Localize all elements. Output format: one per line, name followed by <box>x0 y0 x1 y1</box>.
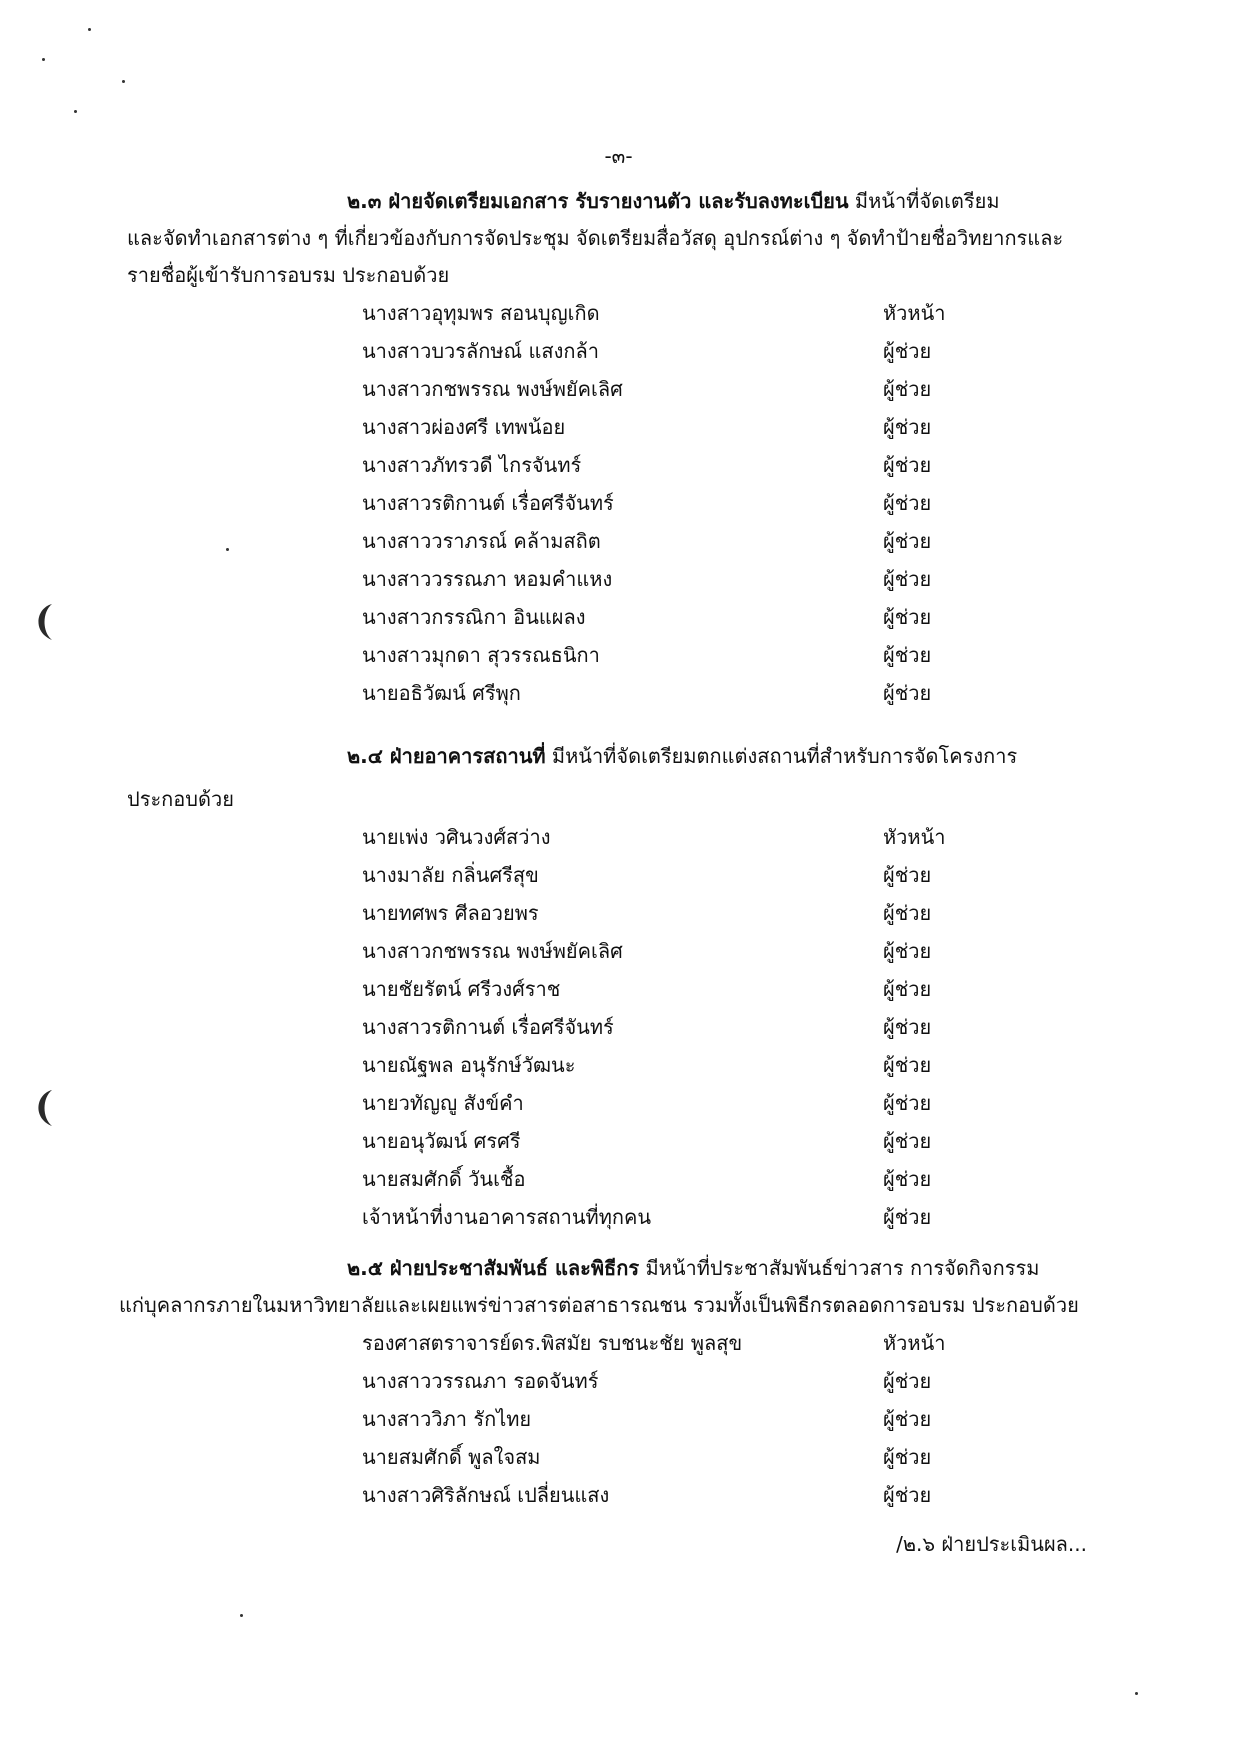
member-name: นางสาวอุทุมพร สอนบุญเกิด <box>362 301 600 325</box>
list-item <box>127 636 1112 674</box>
list-item <box>127 370 1112 408</box>
list-item <box>127 1160 1112 1198</box>
member-role: ผู้ช่วย <box>883 415 932 439</box>
member-role: หัวหน้า <box>883 1331 946 1355</box>
list-item <box>127 294 1112 332</box>
member-role: ผู้ช่วย <box>883 977 932 1001</box>
section-heading: ๒.๕ ฝ่ายประชาสัมพันธ์ และพิธีกร <box>347 1256 640 1280</box>
member-role: ผู้ช่วย <box>883 1129 932 1153</box>
section-2-4 <box>127 738 1112 1236</box>
scan-speck <box>122 80 125 83</box>
member-name: นางสาวผ่องศรี เทพน้อย <box>362 415 566 439</box>
section-text-line: รายชื่อผู้เข้ารับการอบรม ประกอบด้วย <box>127 263 450 287</box>
member-role: ผู้ช่วย <box>883 1407 932 1431</box>
member-list <box>127 294 1112 712</box>
list-item <box>127 1122 1112 1160</box>
list-item <box>127 856 1112 894</box>
member-name: นางสาวรติกานต์ เรื่อศรีจันทร์ <box>362 491 614 515</box>
member-list <box>127 1324 1112 1514</box>
section-heading-line <box>127 738 1112 775</box>
member-role: ผู้ช่วย <box>883 1053 932 1077</box>
member-name: นางสาวภัทรวดี ไกรจันทร์ <box>362 453 582 477</box>
member-name: นางสาวบวรลักษณ์ แสงกล้า <box>362 339 599 363</box>
member-role: ผู้ช่วย <box>883 1445 932 1469</box>
member-role: หัวหน้า <box>883 825 946 849</box>
scan-speck <box>88 28 91 31</box>
member-role: หัวหน้า <box>883 301 946 325</box>
member-name: นางสาวกชพรรณ พงษ์พยัคเลิศ <box>362 939 623 963</box>
binder-hole-mark <box>30 1088 58 1128</box>
list-item <box>127 1046 1112 1084</box>
member-name: นายอนุวัฒน์ ศรศรี <box>362 1129 521 1153</box>
member-name: นายชัยรัตน์ ศรีวงศ์ราช <box>362 977 561 1001</box>
member-name: นายอธิวัฒน์ ศรีพุก <box>362 681 521 705</box>
member-role: ผู้ช่วย <box>883 1167 932 1191</box>
member-name: นางสาววิภา รักไทย <box>362 1407 532 1431</box>
list-item <box>127 1400 1112 1438</box>
section-2-3 <box>127 183 1112 712</box>
section-heading: ๒.๔ ฝ่ายอาคารสถานที่ <box>347 744 546 768</box>
member-name: นางสาวกชพรรณ พงษ์พยัคเลิศ <box>362 377 623 401</box>
list-item <box>127 446 1112 484</box>
member-role: ผู้ช่วย <box>883 939 932 963</box>
section-2-5 <box>119 1250 1112 1514</box>
scan-speck <box>1135 1692 1138 1695</box>
member-list <box>127 818 1112 1236</box>
member-name: นายทศพร ศีลอวยพร <box>362 901 539 925</box>
scan-speck <box>226 548 229 551</box>
member-role: ผู้ช่วย <box>883 605 932 629</box>
member-name: นางมาลัย กลิ่นศรีสุข <box>362 863 539 887</box>
member-name: นายเพ่ง วศินวงศ์สว่าง <box>362 825 551 849</box>
section-text-line: และจัดทำเอกสารต่าง ๆ ที่เกี่ยวข้องกับการจัดประชุม จัดเตรียมสื่อวัสดุ อุปกรณ์ต่าง ๆ จัดทำป้ายชื่อวิทยากรและ <box>127 226 1064 250</box>
list-item <box>127 1362 1112 1400</box>
section-text-line: ประกอบด้วย <box>127 787 234 811</box>
member-name: นางสาวศิริลักษณ์ เปลี่ยนแสง <box>362 1483 610 1507</box>
member-role: ผู้ช่วย <box>883 901 932 925</box>
member-role: ผู้ช่วย <box>883 1015 932 1039</box>
member-name: นางสาววรรณภา หอมคำแหง <box>362 567 613 591</box>
list-item <box>127 1008 1112 1046</box>
member-name: นายสมศักดิ์ วันเชื้อ <box>362 1167 526 1191</box>
scan-speck <box>42 58 45 61</box>
page-number: -๓- <box>604 144 633 168</box>
list-item <box>127 1324 1112 1362</box>
list-item <box>127 332 1112 370</box>
member-name: นางสาวมุกดา สุวรรณธนิกา <box>362 643 600 667</box>
section-heading-line <box>127 183 1112 220</box>
member-name: นางสาววราภรณ์ คล้ามสถิต <box>362 529 601 553</box>
list-item <box>127 894 1112 932</box>
member-role: ผู้ช่วย <box>883 643 932 667</box>
scan-speck <box>240 1614 243 1617</box>
member-name: นายณัฐพล อนุรักษ์วัฒนะ <box>362 1053 576 1077</box>
section-text: มีหน้าที่จัดเตรียม <box>848 189 1000 213</box>
section-text: มีหน้าที่ประชาสัมพันธ์ข่าวสาร การจัดกิจกรรม <box>639 1256 1040 1280</box>
section-heading-line <box>127 1250 1112 1287</box>
list-item <box>127 932 1112 970</box>
member-role: ผู้ช่วย <box>883 681 932 705</box>
section-text: มีหน้าที่จัดเตรียมตกแต่งสถานที่สำหรับการจัดโครงการ <box>545 744 1018 768</box>
binder-hole-mark <box>30 602 58 642</box>
list-item <box>127 1476 1112 1514</box>
member-role: ผู้ช่วย <box>883 1369 932 1393</box>
member-name: เจ้าหน้าที่งานอาคารสถานที่ทุกคน <box>362 1205 652 1229</box>
member-role: ผู้ช่วย <box>883 339 932 363</box>
list-item <box>127 1084 1112 1122</box>
member-role: ผู้ช่วย <box>883 567 932 591</box>
member-role: ผู้ช่วย <box>883 491 932 515</box>
list-item <box>127 560 1112 598</box>
member-name: นางสาวรติกานต์ เรื่อศรีจันทร์ <box>362 1015 614 1039</box>
continuation-note: /๒.๖ ฝ่ายประเมินผล... <box>896 1532 1087 1556</box>
list-item <box>127 1438 1112 1476</box>
member-role: ผู้ช่วย <box>883 1205 932 1229</box>
member-role: ผู้ช่วย <box>883 453 932 477</box>
list-item <box>127 674 1112 712</box>
section-heading: ๒.๓ ฝ่ายจัดเตรียมเอกสาร รับรายงานตัว และรับลงทะเบียน <box>347 189 849 213</box>
scan-speck <box>74 110 77 113</box>
member-name: นายวทัญญู สังข์คำ <box>362 1091 524 1115</box>
section-text-line: แก่บุคลากรภายในมหาวิทยาลัยและเผยแพร่ข่าวสารต่อสาธารณชน รวมทั้งเป็นพิธีกรตลอดการอบรม ประกอบด้วย <box>119 1293 1079 1317</box>
member-name: นายสมศักดิ์ พูลใจสม <box>362 1445 541 1469</box>
list-item <box>127 408 1112 446</box>
list-item <box>127 818 1112 856</box>
list-item <box>127 1198 1112 1236</box>
list-item <box>127 484 1112 522</box>
member-role: ผู้ช่วย <box>883 1091 932 1115</box>
member-name: นางสาววรรณภา รอดจันทร์ <box>362 1369 599 1393</box>
member-name: รองศาสตราจารย์ดร.พิสมัย รบชนะชัย พูลสุข <box>362 1331 743 1355</box>
member-role: ผู้ช่วย <box>883 863 932 887</box>
member-role: ผู้ช่วย <box>883 1483 932 1507</box>
member-name: นางสาวกรรณิกา อินแผลง <box>362 605 586 629</box>
member-role: ผู้ช่วย <box>883 529 932 553</box>
list-item <box>127 522 1112 560</box>
member-role: ผู้ช่วย <box>883 377 932 401</box>
list-item <box>127 598 1112 636</box>
list-item <box>127 970 1112 1008</box>
